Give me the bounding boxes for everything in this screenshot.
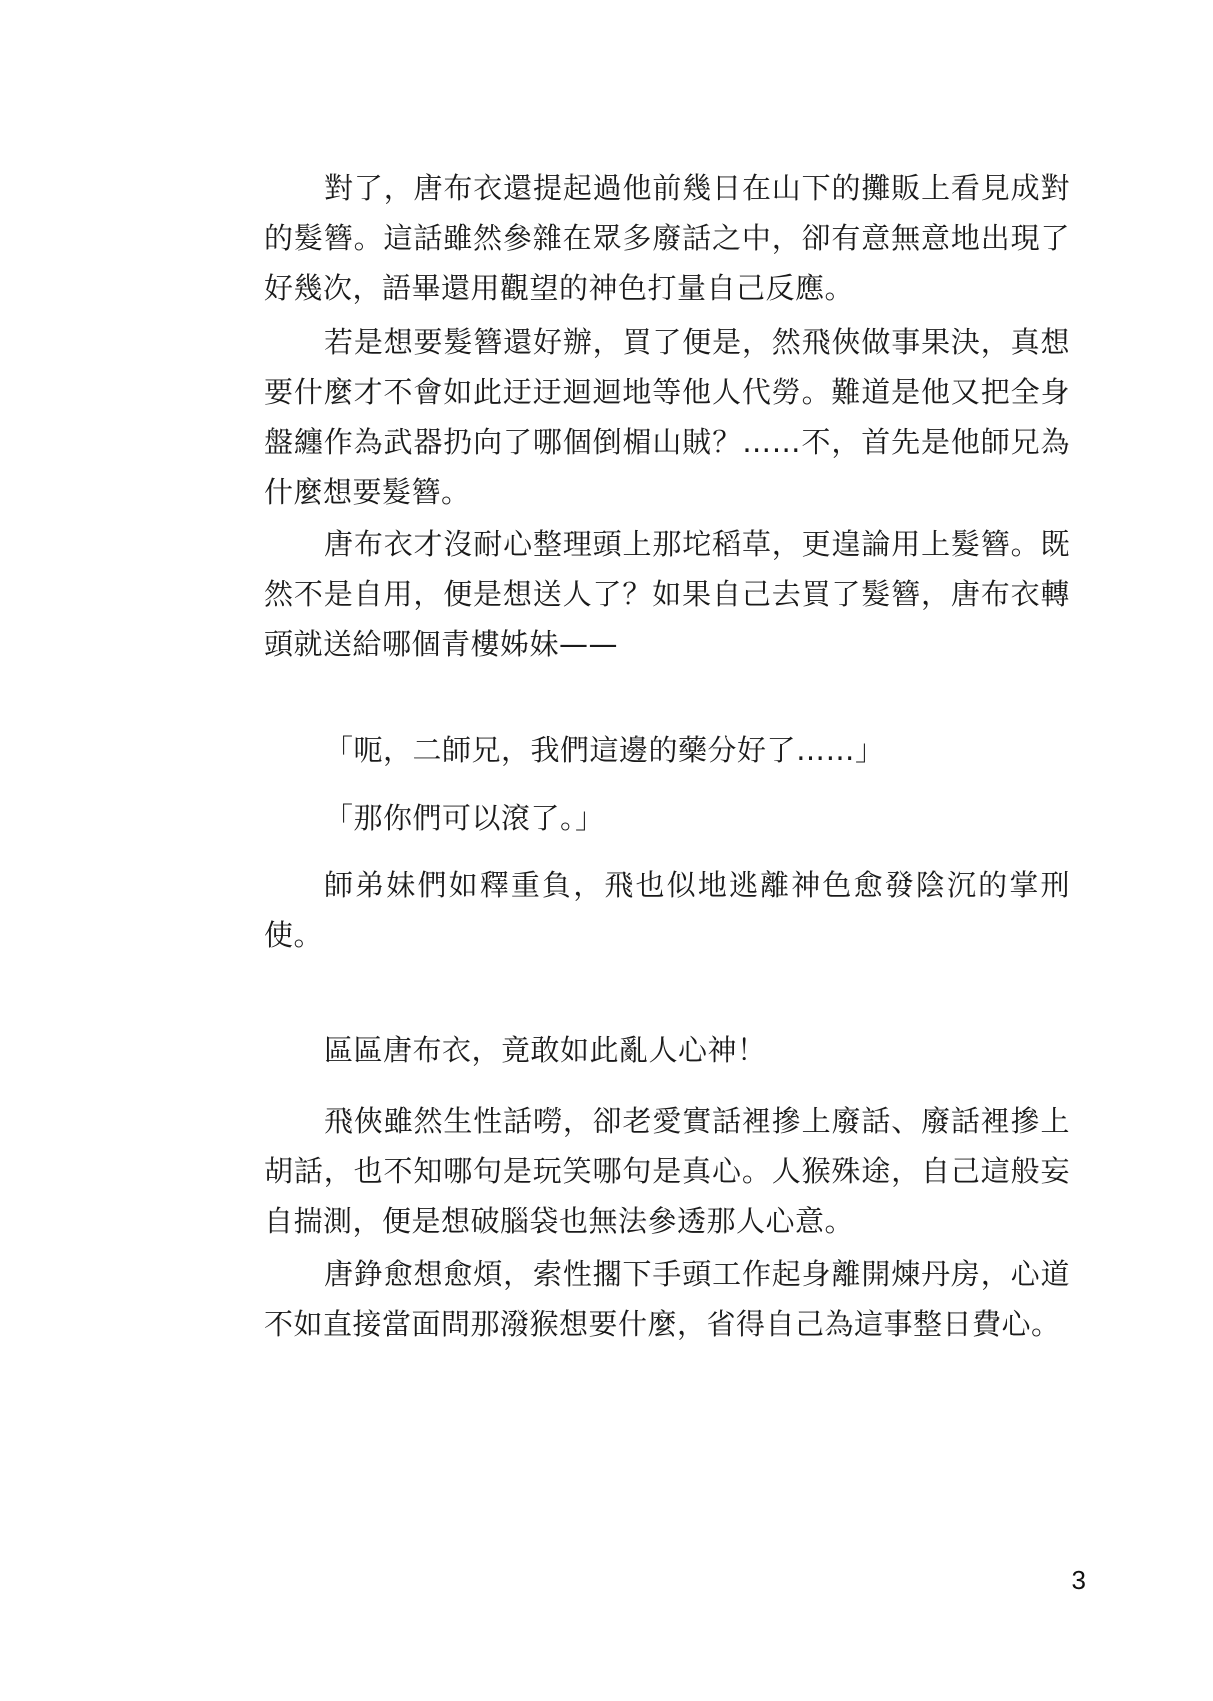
paragraph-2: 若是想要髮簪還好辦，買了便是，然飛俠做事果決，真想要什麼才不會如此迂迂迴迴地等他人代勞。難道是他又把全身盤纏作為武器扔向了哪個倒楣山賊？……不，首先是他師兄為什麼想要髮簪。 — [264, 325, 1070, 509]
paragraph-7: 唐錚愈想愈煩，索性擱下手頭工作起身離開煉丹房，心道不如直接當面問那潑猴想要什麼，省得自己為這事整日費心。 — [264, 1257, 1070, 1341]
dialogue-line-2: 「那你們可以滾了。」 — [324, 801, 605, 835]
paragraph-4: 師弟妹們如釋重負，飛也似地逃離神色愈發陰沉的掌刑使。 — [264, 868, 1070, 952]
paragraph-5: 區區唐布衣，竟敢如此亂人心神！ — [324, 1033, 767, 1067]
paragraph-6: 飛俠雖然生性話嘮，卻老愛實話裡摻上廢話、廢話裡摻上胡話，也不知哪句是玩笑哪句是真心。人猴殊途，自己這般妄自揣測，便是想破腦袋也無法參透那人心意。 — [264, 1104, 1070, 1238]
page-number: 3 — [1071, 1565, 1086, 1595]
paragraph-3: 唐布衣才沒耐心整理頭上那坨稻草，更遑論用上髮簪。既然不是自用，便是想送人了？如果自己去買了髮簪，唐布衣轉頭就送給哪個青樓姊妹—— — [264, 527, 1070, 661]
paragraph-1: 對了，唐布衣還提起過他前幾日在山下的攤販上看見成對的髮簪。這話雖然參雜在眾多廢話之中，卻有意無意地出現了好幾次，語畢還用觀望的神色打量自己反應。 — [264, 171, 1070, 305]
dialogue-line-1: 「呃，二師兄，我們這邊的藥分好了……」 — [324, 733, 885, 767]
